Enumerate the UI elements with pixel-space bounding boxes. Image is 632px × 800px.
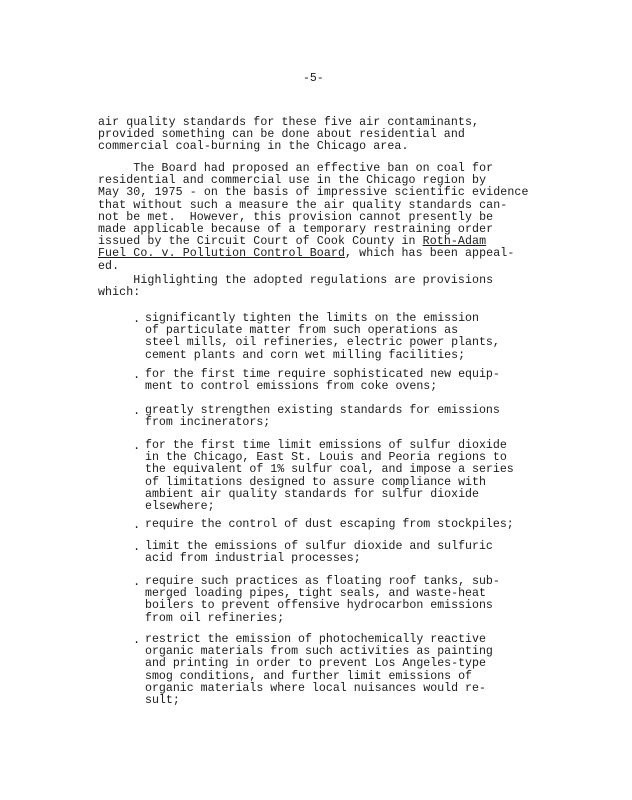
- provision-item: restrict the emission of photochemically reactive organic materials from such activities as painting and printing in order to prevent Los Angeles-type smog conditions, and further limit emissions of organic materials where local nuisances would re- sult;: [145, 633, 493, 708]
- bullet-marker: .: [133, 518, 141, 532]
- case-name-part-2: Fuel Co. v. Pollution Control Board: [98, 247, 346, 261]
- paragraph-coal-ban-end: , which has been appeal- ed.: [98, 247, 515, 273]
- case-name-part-1: Roth-Adam: [422, 235, 487, 249]
- paragraph-coal-ban-text: The Board had proposed an effective ban on coal for residential and commercial use in the Chicago region by May 30, 1975 - on the basis of impressive scientific evidence that without such a measure the air quality standards can- not be met. However, this provision cannot presently be made applicable because of a temporary restraining order issued by the Circuit Court of Cook County in: [98, 162, 529, 249]
- paragraph-coal-ban: [98, 163, 529, 273]
- bullet-marker: .: [133, 575, 141, 589]
- bullet-marker: .: [133, 439, 141, 453]
- provision-item: require the control of dust escaping from stockpiles;: [145, 518, 514, 531]
- page-number: -5-: [303, 72, 324, 85]
- bullet-marker: .: [133, 404, 141, 418]
- provision-item: limit the emissions of sulfur dioxide and sulfuric acid from industrial processes;: [145, 540, 493, 566]
- provision-item: significantly tighten the limits on the emission of particulate matter from such operations as steel mills, oil refineries, electric power plants, cement plants and corn wet milling facilities;: [145, 312, 500, 362]
- bullet-marker: .: [133, 312, 141, 326]
- paragraph-continuation: air quality standards for these five air contaminants, provided something can be done about residential and commercial coal-burning in the Chicago area.: [98, 116, 480, 154]
- provision-item: greatly strengthen existing standards for emissions from incinerators;: [145, 404, 500, 430]
- provision-item: for the first time require sophisticated new equip- ment to control emissions from coke ovens;: [145, 368, 500, 394]
- bullet-marker: .: [133, 633, 141, 647]
- paragraph-highlights-intro: Highlighting the adopted regulations are provisions which:: [98, 274, 494, 300]
- bullet-marker: .: [133, 540, 141, 554]
- provision-item: for the first time limit emissions of sulfur dioxide in the Chicago, East St. Louis and Peoria regions to the equivalent of 1% sulfur coal, and impose a series of limitations designed to assure compliance with ambient air quality standards for sulfur dioxide elsewhere;: [145, 439, 514, 514]
- provision-item: require such practices as floating roof tanks, sub- merged loading pipes, tight seals, and waste-heat boilers to prevent offensive hydrocarbon emissions from oil refineries;: [145, 575, 500, 625]
- bullet-marker: .: [133, 368, 141, 382]
